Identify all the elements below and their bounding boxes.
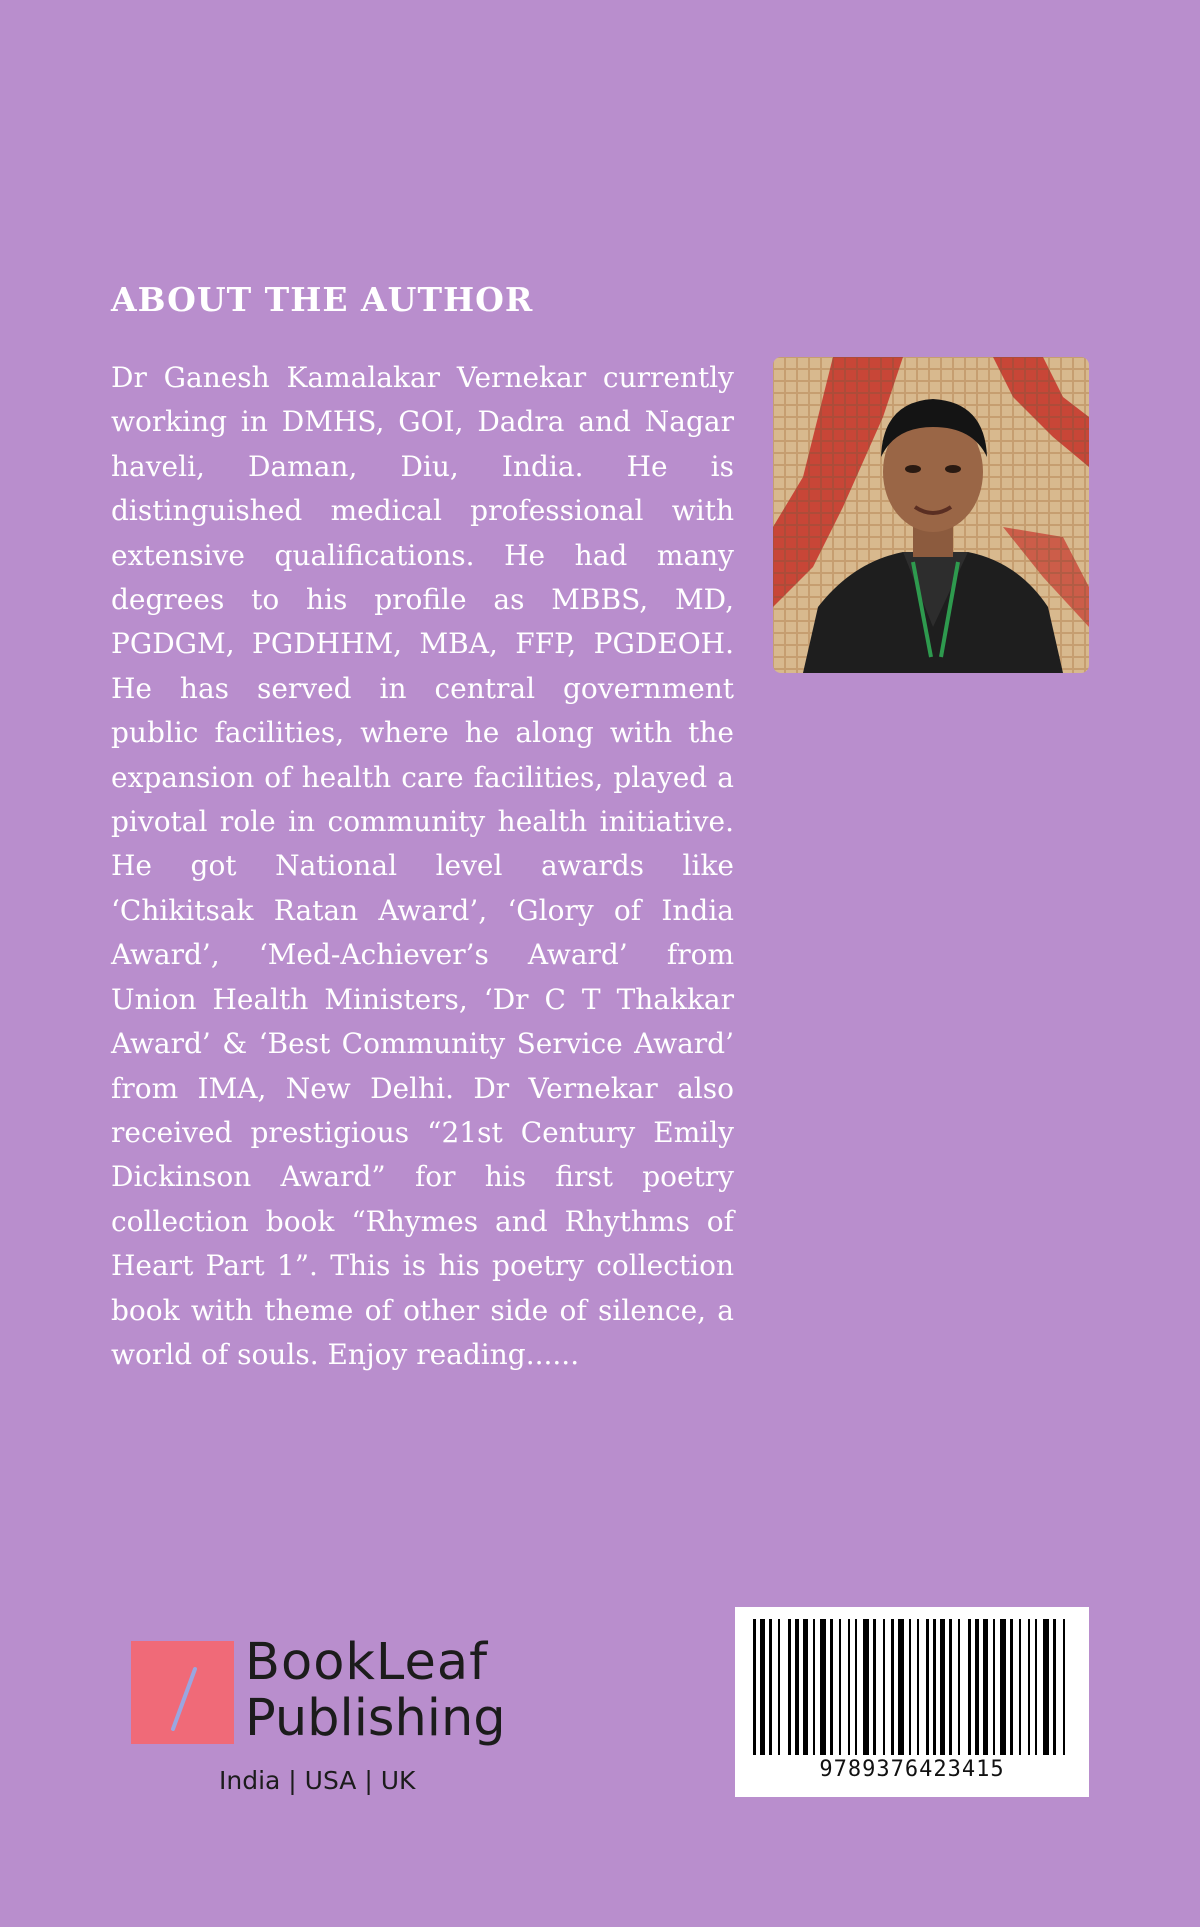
- barcode-bars: [749, 1619, 1075, 1755]
- barcode-bar: [873, 1619, 876, 1755]
- barcode-bar: [909, 1619, 911, 1755]
- barcode-bar: [1035, 1619, 1037, 1755]
- barcode-bar: [1063, 1619, 1065, 1755]
- barcode-bar: [839, 1619, 841, 1755]
- barcode-bar: [949, 1619, 952, 1755]
- barcode-bar: [993, 1619, 995, 1755]
- barcode-bar: [820, 1619, 826, 1755]
- barcode-bar: [917, 1619, 919, 1755]
- barcode-bar: [891, 1619, 894, 1755]
- barcode-bar: [795, 1619, 799, 1755]
- publisher-name-line2: Publishing: [245, 1689, 506, 1748]
- barcode-bar: [1043, 1619, 1049, 1755]
- barcode-bar: [926, 1619, 929, 1755]
- author-bio: Dr Ganesh Kamalakar Vernekar currently working in DMHS, GOI, Dadra and Nagar haveli, Daman, Diu, India. He is distinguished medical professional with extensive qualifications. He had many degrees to his profile as MBBS, MD, PGDGM, PGDHHM, MBA, FFP, PGDEOH. He has served in central government public facilities, where he along with the expansion of health care facilities, played a pivotal role in community health initiative. He got National level awards like ‘Chikitsak Ratan Award’, ‘Glory of India Award’, ‘Med-Achiever’s Award’ from Union Health Ministers, ‘Dr C T Thakkar Award’ & ‘Best Community Service Award’ from IMA, New Delhi. Dr Vernekar also received prestigious “21st Century Emily Dickinson Award” for his first poetry collection book “Rhymes and Rhythms of Heart Part 1”. This is his poetry collection book with theme of other side of silence, a world of souls. Enjoy reading......: [111, 361, 734, 1371]
- barcode-bar: [769, 1619, 772, 1755]
- publisher-name-line1: BookLeaf: [245, 1633, 489, 1692]
- barcode-bar: [863, 1619, 869, 1755]
- barcode-bar: [1000, 1619, 1006, 1755]
- barcode-bar: [883, 1619, 885, 1755]
- barcode-bar: [813, 1619, 815, 1755]
- barcode-bar: [788, 1619, 791, 1755]
- slash-icon: [161, 1665, 205, 1735]
- publisher-logo: [131, 1633, 531, 1813]
- barcode-bar: [983, 1619, 988, 1755]
- barcode-bar: [933, 1619, 936, 1755]
- bookleaf-logo-mark: [131, 1641, 234, 1744]
- about-author-heading: ABOUT THE AUTHOR: [111, 280, 534, 319]
- barcode-bar: [968, 1619, 971, 1755]
- barcode-bar: [1010, 1619, 1013, 1755]
- isbn-number: 9789376423415: [819, 1757, 1005, 1782]
- author-photo: [773, 357, 1089, 673]
- barcode-bar: [848, 1619, 850, 1755]
- barcode-bar: [1028, 1619, 1030, 1755]
- barcode-bar: [940, 1619, 945, 1755]
- isbn-barcode: [735, 1607, 1089, 1797]
- barcode-bar: [778, 1619, 780, 1755]
- barcode-bar: [753, 1619, 756, 1755]
- barcode-bar: [975, 1619, 979, 1755]
- barcode-bar: [855, 1619, 857, 1755]
- barcode-bar: [830, 1619, 833, 1755]
- barcode-bar: [1053, 1619, 1056, 1755]
- barcode-bar: [1019, 1619, 1021, 1755]
- barcode-bar: [760, 1619, 765, 1755]
- barcode-bar: [958, 1619, 960, 1755]
- barcode-bar: [898, 1619, 904, 1755]
- barcode-bar: [803, 1619, 808, 1755]
- publisher-regions: India | USA | UK: [219, 1766, 416, 1795]
